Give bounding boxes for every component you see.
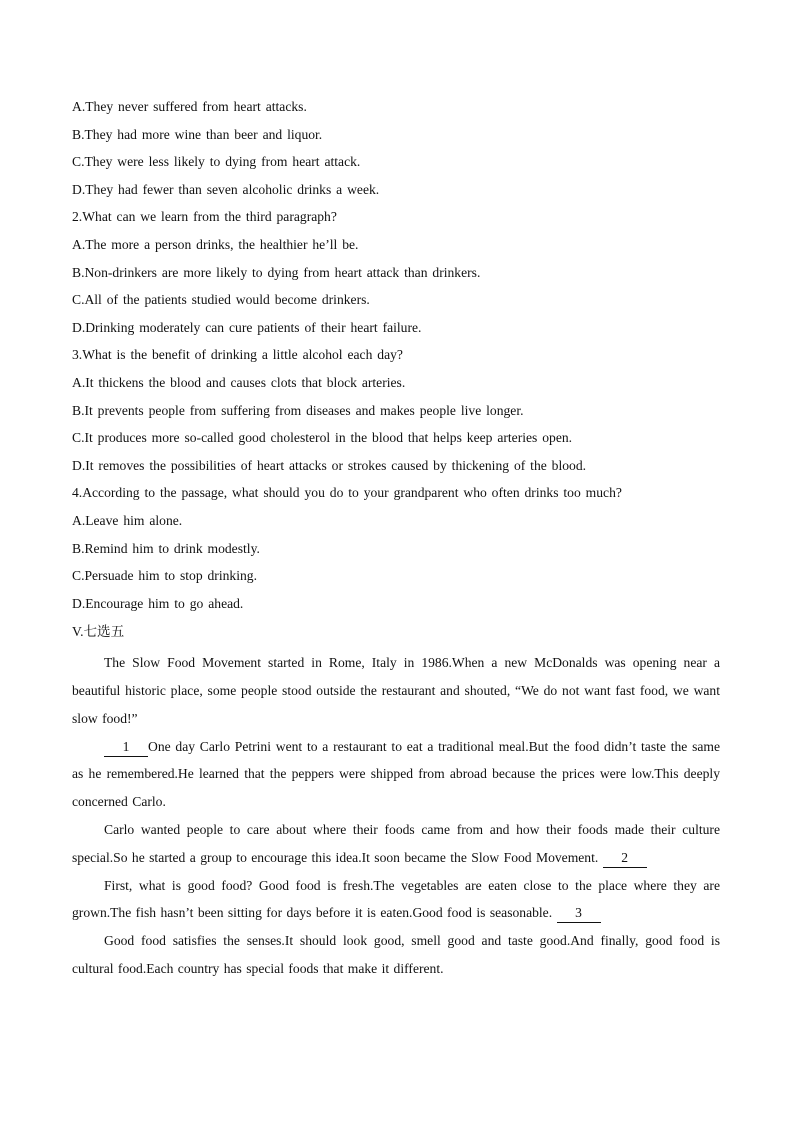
question-stem: 4.According to the passage, what should you do to your grandparent who often drinks too much? bbox=[72, 485, 622, 501]
option-2c: C.All of the patients studied would become drinkers. bbox=[72, 292, 370, 308]
option-2d: D.Drinking moderately can cure patients of their heart failure. bbox=[72, 319, 422, 335]
passage-paragraph-1: The Slow Food Movement started in Rome, Italy in 1986.When a new McDonalds was opening near a beautiful historic place, some people stood outside the restaurant and shouted, “We do not want fast food, we want slow food!” bbox=[72, 655, 720, 726]
paragraph-text: One day Carlo Petrini went to a restaurant to eat a traditional meal.But the food didn’t taste the same as he remembered.He learned that the peppers were shipped from abroad because the prices were low.This deeply concerned Carlo. bbox=[72, 738, 720, 810]
option-1b: B.They had more wine than beer and liquor. bbox=[72, 126, 323, 142]
option-4a: A.Leave him alone. bbox=[72, 512, 183, 528]
passage-paragraph-4 bbox=[72, 872, 720, 928]
option-3c: C.It produces more so-called good cholesterol in the blood that helps keep arteries open. bbox=[72, 430, 573, 446]
option-2a: A.The more a person drinks, the healthier he’ll be. bbox=[72, 236, 359, 252]
passage-paragraph-2 bbox=[72, 733, 720, 816]
question-3 bbox=[72, 341, 720, 479]
answer-blank-3[interactable]: 3 bbox=[557, 904, 601, 923]
document-page bbox=[72, 93, 720, 983]
reading-passage bbox=[72, 649, 720, 983]
option-3d: D.It removes the possibilities of heart attacks or strokes caused by thickening of the blood. bbox=[72, 457, 587, 473]
question-stem: 2.What can we learn from the third paragraph? bbox=[72, 209, 337, 225]
paragraph-text: Carlo wanted people to care about where their foods came from and how their foods made their culture special.So he started a group to encourage this idea.It soon became the Slow Food Movement. bbox=[72, 822, 720, 865]
option-4d: D.Encourage him to go ahead. bbox=[72, 595, 244, 611]
section-title: V.七选五 bbox=[72, 624, 125, 640]
question-4 bbox=[72, 479, 720, 617]
passage-paragraph-3 bbox=[72, 816, 720, 872]
answer-blank-2[interactable]: 2 bbox=[603, 849, 647, 868]
option-2b: B.Non-drinkers are more likely to dying from heart attack than drinkers. bbox=[72, 264, 481, 280]
paragraph-text: First, what is good food? Good food is fresh.The vegetables are eaten close to the place where they are grown.The fish hasn’t been sitting for days before it is eaten.Good food is seasonable. bbox=[72, 877, 720, 921]
question-1-options bbox=[72, 93, 720, 203]
answer-blank-1[interactable]: 1 bbox=[104, 738, 148, 757]
passage-paragraph-5: Good food satisfies the senses.It should look good, smell good and taste good.And finally, good food is cultural food.Each country has special foods that make it different. bbox=[72, 933, 720, 977]
option-4c: C.Persuade him to stop drinking. bbox=[72, 568, 257, 584]
question-stem: 3.What is the benefit of drinking a little alcohol each day? bbox=[72, 347, 403, 363]
option-3a: A.It thickens the blood and causes clots that block arteries. bbox=[72, 374, 406, 390]
question-2 bbox=[72, 203, 720, 341]
option-1d: D.They had fewer than seven alcoholic drinks a week. bbox=[72, 181, 380, 197]
option-4b: B.Remind him to drink modestly. bbox=[72, 540, 260, 556]
option-1c: C.They were less likely to dying from heart attack. bbox=[72, 154, 361, 170]
option-3b: B.It prevents people from suffering from diseases and makes people live longer. bbox=[72, 402, 524, 418]
option-1a: A.They never suffered from heart attacks. bbox=[72, 99, 307, 114]
